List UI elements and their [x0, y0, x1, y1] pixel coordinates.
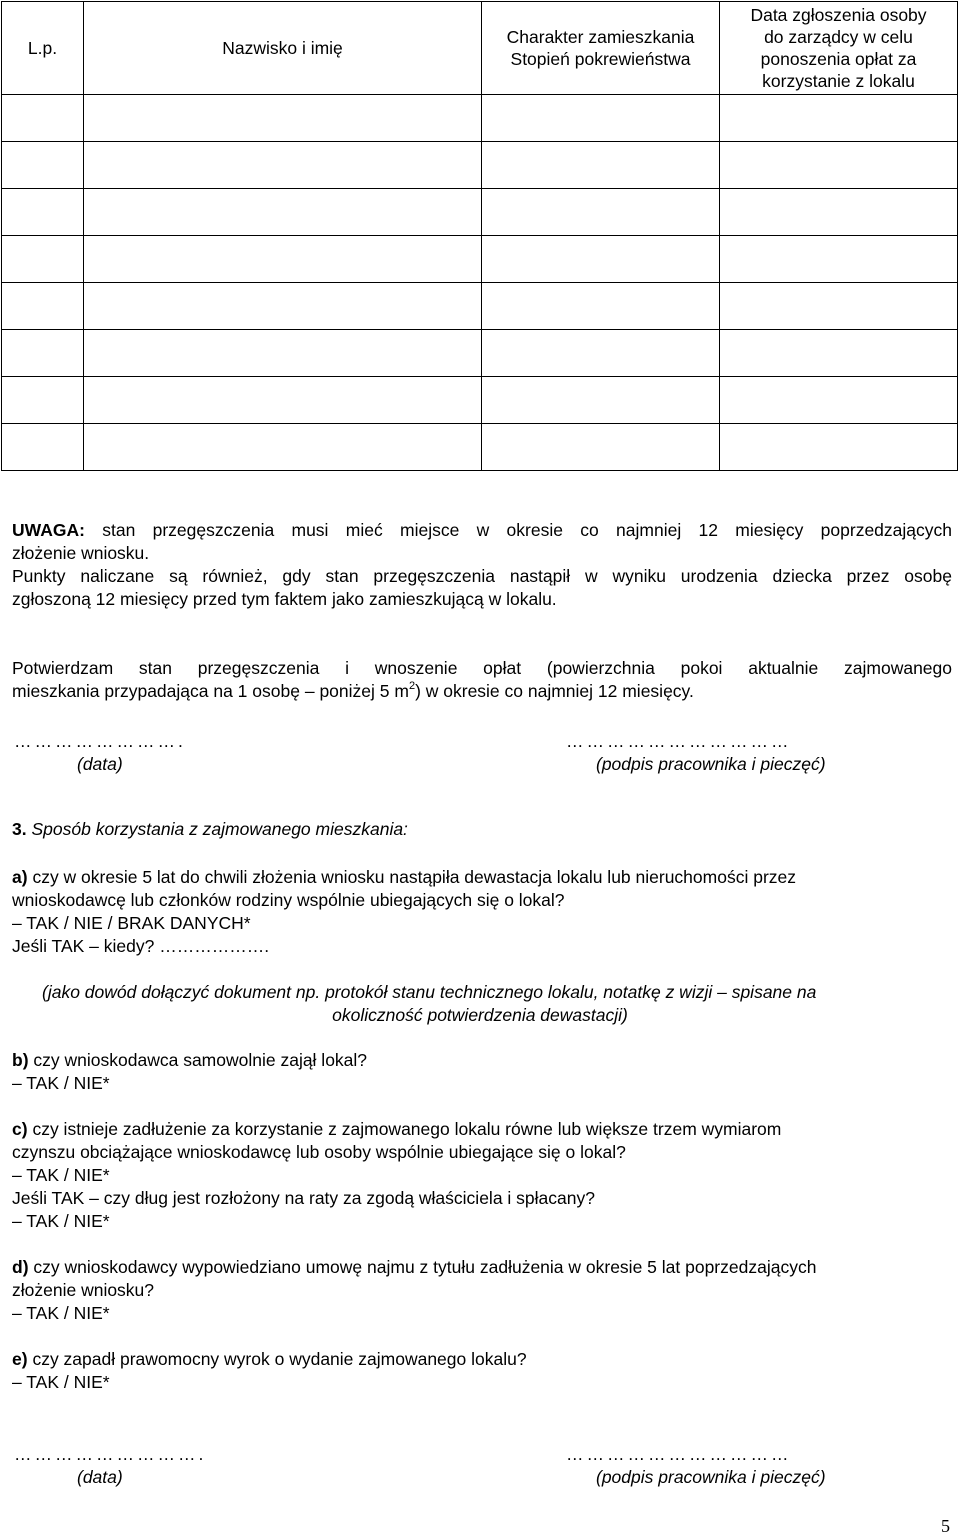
- table-row: [2, 189, 958, 236]
- table-row: [2, 95, 958, 142]
- signature-label-2: (podpis pracownika i pieczęć): [596, 1467, 826, 1487]
- table-cell[interactable]: [2, 424, 84, 471]
- question-c-answer-2[interactable]: – TAK / NIE*: [12, 1211, 110, 1231]
- table-cell[interactable]: [2, 95, 84, 142]
- question-d-answer[interactable]: – TAK / NIE*: [12, 1303, 110, 1323]
- table-row: [2, 283, 958, 330]
- confirmation-line-1: Potwierdzam stan przegęszczenia i wnoszenie opłat (powierzchnia pokoi aktualnie zajmowanego: [12, 658, 952, 678]
- notice-label: UWAGA:: [12, 520, 85, 540]
- table-cell[interactable]: [2, 330, 84, 377]
- notice-line-4: zgłoszoną 12 miesięcy przed tym faktem jako zamieszkującą w lokalu.: [12, 589, 557, 609]
- table-row: [2, 377, 958, 424]
- header-registration-date: Data zgłoszenia osoby do zarządcy w celu ponoszenia opłat za korzystanie z lokalu: [720, 2, 958, 95]
- table-cell[interactable]: [720, 236, 958, 283]
- table-header-row: [2, 2, 958, 95]
- question-e-answer[interactable]: – TAK / NIE*: [12, 1372, 110, 1392]
- residents-table: [1, 1, 958, 471]
- table-cell[interactable]: [720, 283, 958, 330]
- table-row: [2, 142, 958, 189]
- signature-dots-2: ……………………………: [566, 1444, 792, 1464]
- question-a-when[interactable]: Jeśli TAK – kiedy? ……………….: [12, 936, 270, 956]
- table-cell[interactable]: [720, 330, 958, 377]
- header-residence-character: Charakter zamieszkania Stopień pokrewieństwa: [482, 2, 720, 95]
- table-row: [2, 236, 958, 283]
- table-cell[interactable]: [482, 377, 720, 424]
- table-cell[interactable]: [482, 189, 720, 236]
- table-cell[interactable]: [720, 377, 958, 424]
- table-cell[interactable]: [2, 142, 84, 189]
- notice-line-1: UWAGA: stan przegęszczenia musi mieć miejsce w okresie co najmniej 12 miesięcy poprzedzających: [12, 520, 952, 540]
- question-a-note-1: (jako dowód dołączyć dokument np. protokół stanu technicznego lokalu, notatkę z wizji – spisane na: [42, 982, 817, 1002]
- date-label-1: (data): [77, 754, 123, 774]
- section-3-title: 3. Sposób korzystania z zajmowanego mieszkania:: [12, 819, 408, 839]
- question-a-line-2: wnioskodawcę lub członków rodziny wspólnie ubiegających się o lokal?: [12, 890, 565, 910]
- question-b-line-1: b) czy wnioskodawca samowolnie zajął lokal?: [12, 1050, 368, 1070]
- confirmation-line-2: mieszkania przypadająca na 1 osobę – poniżej 5 $m^2$) w okresie co najmniej 12 miesięcy.: [12, 680, 694, 701]
- table-cell[interactable]: [482, 236, 720, 283]
- question-c-line-2: czynszu obciążające wnioskodawcę lub osoby wspólnie ubiegające się o lokal?: [12, 1142, 626, 1162]
- question-c-line-3: Jeśli TAK – czy dług jest rozłożony na raty za zgodą właściciela i spłacany?: [12, 1188, 595, 1208]
- table-cell[interactable]: [84, 236, 482, 283]
- table-cell[interactable]: [482, 95, 720, 142]
- signature-label-1: (podpis pracownika i pieczęć): [596, 754, 826, 774]
- table-row: [2, 424, 958, 471]
- table-cell[interactable]: [2, 283, 84, 330]
- signature-dots-1: ……………………………: [566, 731, 792, 751]
- notice-line-3: Punkty naliczane są również, gdy stan przegęszczenia nastąpił w wyniku urodzenia dziecka przez osobę: [12, 566, 952, 586]
- table-cell[interactable]: [2, 189, 84, 236]
- table-cell[interactable]: [84, 424, 482, 471]
- table-cell[interactable]: [720, 95, 958, 142]
- table-cell[interactable]: [720, 189, 958, 236]
- table-cell[interactable]: [482, 330, 720, 377]
- table-cell[interactable]: [84, 142, 482, 189]
- table-cell[interactable]: [84, 95, 482, 142]
- question-c-line-1: c) czy istnieje zadłużenie za korzystanie z zajmowanego lokalu równe lub większe trzem wymiarom: [12, 1119, 782, 1139]
- notice-line-2: złożenie wniosku.: [12, 543, 150, 563]
- page-number: 5: [941, 1516, 950, 1536]
- table-cell[interactable]: [482, 283, 720, 330]
- table-cell[interactable]: [720, 142, 958, 189]
- date-dots-2: ……………………….: [14, 1444, 207, 1464]
- question-a-answer[interactable]: – TAK / NIE / BRAK DANYCH*: [12, 913, 251, 933]
- table-row: [2, 330, 958, 377]
- question-a-line-1: a) czy w okresie 5 lat do chwili złożenia wniosku nastąpiła dewastacja lokalu lub nieruchomości przez: [12, 867, 797, 887]
- header-name: Nazwisko i imię: [84, 2, 482, 95]
- table-cell[interactable]: [84, 189, 482, 236]
- table-cell[interactable]: [2, 236, 84, 283]
- question-a-note-2: okoliczność potwierdzenia dewastacji): [332, 1005, 628, 1025]
- header-lp: L.p.: [2, 2, 84, 95]
- date-dots-1: …………………….: [14, 731, 186, 751]
- table-cell[interactable]: [84, 330, 482, 377]
- question-d-line-1: d) czy wnioskodawcy wypowiedziano umowę najmu z tytułu zadłużenia w okresie 5 lat poprzedzających: [12, 1257, 817, 1277]
- table-cell[interactable]: [84, 377, 482, 424]
- table-cell[interactable]: [482, 142, 720, 189]
- question-e-line-1: e) czy zapadł prawomocny wyrok o wydanie zajmowanego lokalu?: [12, 1349, 527, 1369]
- question-b-answer[interactable]: – TAK / NIE*: [12, 1073, 110, 1093]
- table-cell[interactable]: [2, 377, 84, 424]
- question-d-line-2: złożenie wniosku?: [12, 1280, 155, 1300]
- table-cell[interactable]: [84, 283, 482, 330]
- table-cell[interactable]: [720, 424, 958, 471]
- question-c-answer[interactable]: – TAK / NIE*: [12, 1165, 110, 1185]
- date-label-2: (data): [77, 1467, 123, 1487]
- table-cell[interactable]: [482, 424, 720, 471]
